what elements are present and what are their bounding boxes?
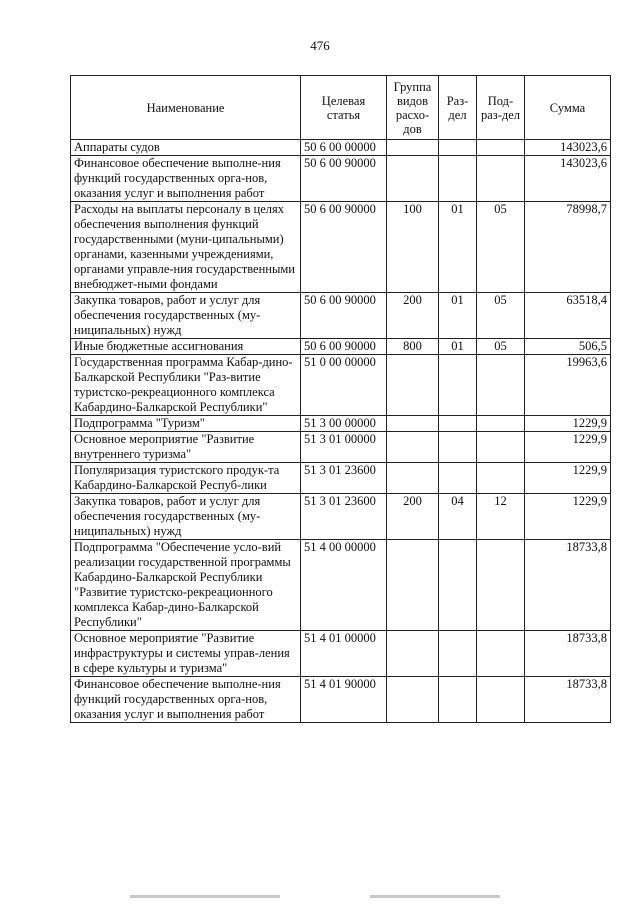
cell-name: Расходы на выплаты персоналу в целях обеспечения выполнения функций государственными (муни-ципальными) органами, казенными учреждениями, органами управле-ния государственными внебюджет-ными фондами bbox=[71, 202, 301, 293]
cell-target-item: 51 0 00 00000 bbox=[301, 355, 387, 416]
table-body bbox=[71, 140, 611, 723]
cell-expense-group: 100 bbox=[387, 202, 439, 293]
cell-amount: 18733,8 bbox=[525, 677, 611, 723]
cell-subsection bbox=[477, 463, 525, 494]
cell-target-item: 51 3 01 23600 bbox=[301, 494, 387, 540]
cell-amount: 506,5 bbox=[525, 339, 611, 355]
header-subsection: Под-раз-дел bbox=[477, 76, 525, 140]
cell-expense-group: 200 bbox=[387, 293, 439, 339]
cell-target-item: 50 6 00 90000 bbox=[301, 293, 387, 339]
cell-expense-group bbox=[387, 416, 439, 432]
header-target-item: Целевая статья bbox=[301, 76, 387, 140]
cell-name: Финансовое обеспечение выполне-ния функций государственных орга-нов, оказания услуг и выполнения работ bbox=[71, 156, 301, 202]
cell-expense-group bbox=[387, 631, 439, 677]
cell-subsection bbox=[477, 540, 525, 631]
cell-name: Государственная программа Кабар-дино-Балкарской Республики "Раз-витие туристско-рекреационного комплекса Кабардино-Балкарской Республики" bbox=[71, 355, 301, 416]
table-row bbox=[71, 494, 611, 540]
table-row bbox=[71, 202, 611, 293]
cell-name: Подпрограмма "Туризм" bbox=[71, 416, 301, 432]
cell-expense-group: 800 bbox=[387, 339, 439, 355]
table-header-row bbox=[71, 76, 611, 140]
cell-name: Аппараты судов bbox=[71, 140, 301, 156]
cell-amount: 1229,9 bbox=[525, 494, 611, 540]
cell-name: Закупка товаров, работ и услуг для обеспечения государственных (му-ниципальных) нужд bbox=[71, 494, 301, 540]
cell-section bbox=[439, 631, 477, 677]
cell-name: Закупка товаров, работ и услуг для обеспечения государственных (му-ниципальных) нужд bbox=[71, 293, 301, 339]
cell-target-item: 50 6 00 90000 bbox=[301, 156, 387, 202]
cell-section bbox=[439, 156, 477, 202]
cell-section bbox=[439, 540, 477, 631]
cell-amount: 63518,4 bbox=[525, 293, 611, 339]
cell-target-item: 51 4 01 90000 bbox=[301, 677, 387, 723]
cell-target-item: 51 4 00 00000 bbox=[301, 540, 387, 631]
cell-subsection bbox=[477, 156, 525, 202]
cell-subsection: 05 bbox=[477, 202, 525, 293]
cell-name: Подпрограмма "Обеспечение усло-вий реализации государственной программы Кабардино-Балкарской Республики "Развитие туристско-рекреационного комплекса Кабар-дино-Балкарской Республики" bbox=[71, 540, 301, 631]
cell-section bbox=[439, 355, 477, 416]
cell-expense-group bbox=[387, 355, 439, 416]
cell-amount: 143023,6 bbox=[525, 156, 611, 202]
cell-expense-group bbox=[387, 540, 439, 631]
cell-target-item: 50 6 00 90000 bbox=[301, 202, 387, 293]
cell-target-item: 51 3 01 23600 bbox=[301, 463, 387, 494]
cell-amount: 78998,7 bbox=[525, 202, 611, 293]
cell-name: Иные бюджетные ассигнования bbox=[71, 339, 301, 355]
table-row bbox=[71, 540, 611, 631]
cell-amount: 18733,8 bbox=[525, 631, 611, 677]
cell-expense-group bbox=[387, 677, 439, 723]
table-row bbox=[71, 339, 611, 355]
cell-amount: 1229,9 bbox=[525, 432, 611, 463]
cell-subsection bbox=[477, 677, 525, 723]
cell-section bbox=[439, 140, 477, 156]
table-row bbox=[71, 677, 611, 723]
cell-section: 01 bbox=[439, 202, 477, 293]
table-row bbox=[71, 140, 611, 156]
cell-target-item: 51 4 01 00000 bbox=[301, 631, 387, 677]
cell-subsection bbox=[477, 432, 525, 463]
cell-section: 04 bbox=[439, 494, 477, 540]
cell-section: 01 bbox=[439, 339, 477, 355]
header-amount: Сумма bbox=[525, 76, 611, 140]
cell-name: Основное мероприятие "Развитие инфраструктуры и системы управ-ления в сфере культуры и туризма" bbox=[71, 631, 301, 677]
header-section: Раз-дел bbox=[439, 76, 477, 140]
cell-amount: 18733,8 bbox=[525, 540, 611, 631]
cell-name: Основное мероприятие "Развитие внутреннего туризма" bbox=[71, 432, 301, 463]
cell-amount: 1229,9 bbox=[525, 416, 611, 432]
cell-target-item: 51 3 01 00000 bbox=[301, 432, 387, 463]
cell-target-item: 51 3 00 00000 bbox=[301, 416, 387, 432]
cell-expense-group bbox=[387, 156, 439, 202]
cell-section bbox=[439, 432, 477, 463]
cell-subsection bbox=[477, 140, 525, 156]
cell-section: 01 bbox=[439, 293, 477, 339]
cell-section bbox=[439, 677, 477, 723]
cell-expense-group bbox=[387, 463, 439, 494]
cell-name: Популяризация туристского продук-та Кабардино-Балкарской Респуб-лики bbox=[71, 463, 301, 494]
table-row bbox=[71, 631, 611, 677]
cell-expense-group bbox=[387, 432, 439, 463]
table-row bbox=[71, 293, 611, 339]
table-row bbox=[71, 416, 611, 432]
cell-target-item: 50 6 00 00000 bbox=[301, 140, 387, 156]
header-name: Наименование bbox=[71, 76, 301, 140]
cell-subsection bbox=[477, 416, 525, 432]
cell-subsection: 12 bbox=[477, 494, 525, 540]
cell-amount: 143023,6 bbox=[525, 140, 611, 156]
table-row bbox=[71, 432, 611, 463]
table-row bbox=[71, 156, 611, 202]
table-row bbox=[71, 463, 611, 494]
table-row bbox=[71, 355, 611, 416]
cell-expense-group: 200 bbox=[387, 494, 439, 540]
cell-subsection bbox=[477, 355, 525, 416]
cell-target-item: 50 6 00 90000 bbox=[301, 339, 387, 355]
page-number: 476 bbox=[310, 38, 330, 53]
header-expense-group: Группа видов расхо-дов bbox=[387, 76, 439, 140]
scan-edge-marks bbox=[70, 895, 610, 899]
cell-section bbox=[439, 463, 477, 494]
cell-subsection: 05 bbox=[477, 339, 525, 355]
cell-section bbox=[439, 416, 477, 432]
cell-amount: 1229,9 bbox=[525, 463, 611, 494]
cell-subsection bbox=[477, 631, 525, 677]
budget-table bbox=[70, 75, 611, 723]
cell-amount: 19963,6 bbox=[525, 355, 611, 416]
cell-name: Финансовое обеспечение выполне-ния функций государственных орга-нов, оказания услуг и выполнения работ bbox=[71, 677, 301, 723]
cell-subsection: 05 bbox=[477, 293, 525, 339]
cell-expense-group bbox=[387, 140, 439, 156]
